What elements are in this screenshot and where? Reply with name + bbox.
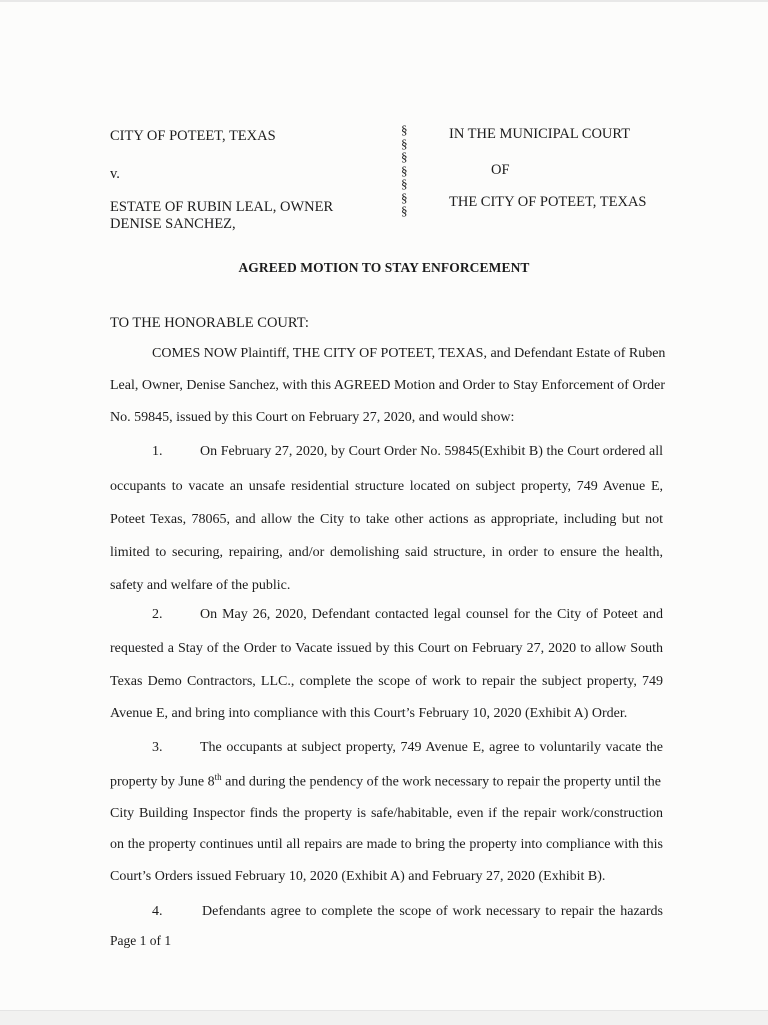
caption-defendant-line2: DENISE SANCHEZ, [110,216,236,232]
section-mark: § [401,189,408,205]
section-mark: § [401,203,408,218]
intro-line: Leal, Owner, Denise Sanchez, with this AGREED Motion and Order to Stay Enforcement of Order [110,378,666,393]
document-title: AGREED MOTION TO STAY ENFORCEMENT [238,260,530,275]
paragraph-line: on the property continues until all repairs are made to bring the property into compliance with this [110,837,663,852]
caption-versus: v. [110,166,120,182]
page-number-footer: Page 1 of 1 [110,933,172,948]
court-name-line1: IN THE MUNICIPAL COURT [449,126,631,142]
court-name-line3: THE CITY OF POTEET, TEXAS [449,194,647,210]
caption-defendant-line1: ESTATE OF RUBIN LEAL, OWNER [110,199,334,215]
page-top-edge [0,0,768,2]
intro-line: No. 59845, issued by this Court on February 27, 2020, and would show: [110,410,515,425]
section-mark: § [401,176,408,191]
paragraph-line: Defendants agree to complete the scope of work necessary to repair the hazards [202,904,663,919]
caption-plaintiff: CITY OF POTEET, TEXAS [110,128,276,144]
page-bottom-edge [0,1010,768,1025]
paragraph-line: On February 27, 2020, by Court Order No. 59845(Exhibit B) the Court ordered all [200,444,663,459]
paragraph-number: 4. [152,904,163,919]
section-marks-column [401,123,415,218]
paragraph-line: safety and welfare of the public. [110,578,291,593]
section-mark: § [401,122,408,137]
ordinal-superscript: th [214,772,222,782]
section-mark: § [401,149,408,164]
paragraph-number: 3. [152,740,163,755]
paragraph-line-start: property by June 8 [110,774,215,790]
section-mark: § [401,135,408,151]
paragraph-line-with-superscript [110,772,661,791]
paragraph-line: The occupants at subject property, 749 Avenue E, agree to voluntarily vacate the [200,740,663,755]
salutation: TO THE HONORABLE COURT: [110,315,309,331]
court-name-line2: OF [491,162,510,178]
paragraph-line: Court’s Orders issued February 10, 2020 (Exhibit A) and February 27, 2020 (Exhibit B). [110,869,606,884]
paragraph-line: On May 26, 2020, Defendant contacted legal counsel for the City of Poteet and [200,607,663,622]
paragraph-line: occupants to vacate an unsafe residential structure located on subject property, 749 Avenue E, [110,479,663,494]
paragraph-line: limited to securing, repairing, and/or demolishing said structure, in order to ensure the health, [110,545,663,560]
paragraph-line: Texas Demo Contractors, LLC., complete the scope of work to repair the subject property, 749 [110,674,663,689]
paragraph-line: Avenue E, and bring into compliance with this Court’s February 10, 2020 (Exhibit A) Order. [110,706,628,721]
paragraph-number: 1. [152,444,163,459]
paragraph-line: Poteet Texas, 78065, and allow the City to take other actions as appropriate, including but not [110,512,663,527]
paragraph-line: requested a Stay of the Order to Vacate issued by this Court on February 27, 2020 to allow South [110,641,663,656]
paragraph-line-end: and during the pendency of the work necessary to repair the property until the [221,774,661,790]
section-mark: § [401,162,408,178]
intro-line: COMES NOW Plaintiff, THE CITY OF POTEET, TEXAS, and Defendant Estate of Ruben [152,346,666,361]
paragraph-line: City Building Inspector finds the property is safe/habitable, even if the repair work/construction [110,806,663,821]
paragraph-number: 2. [152,607,163,622]
